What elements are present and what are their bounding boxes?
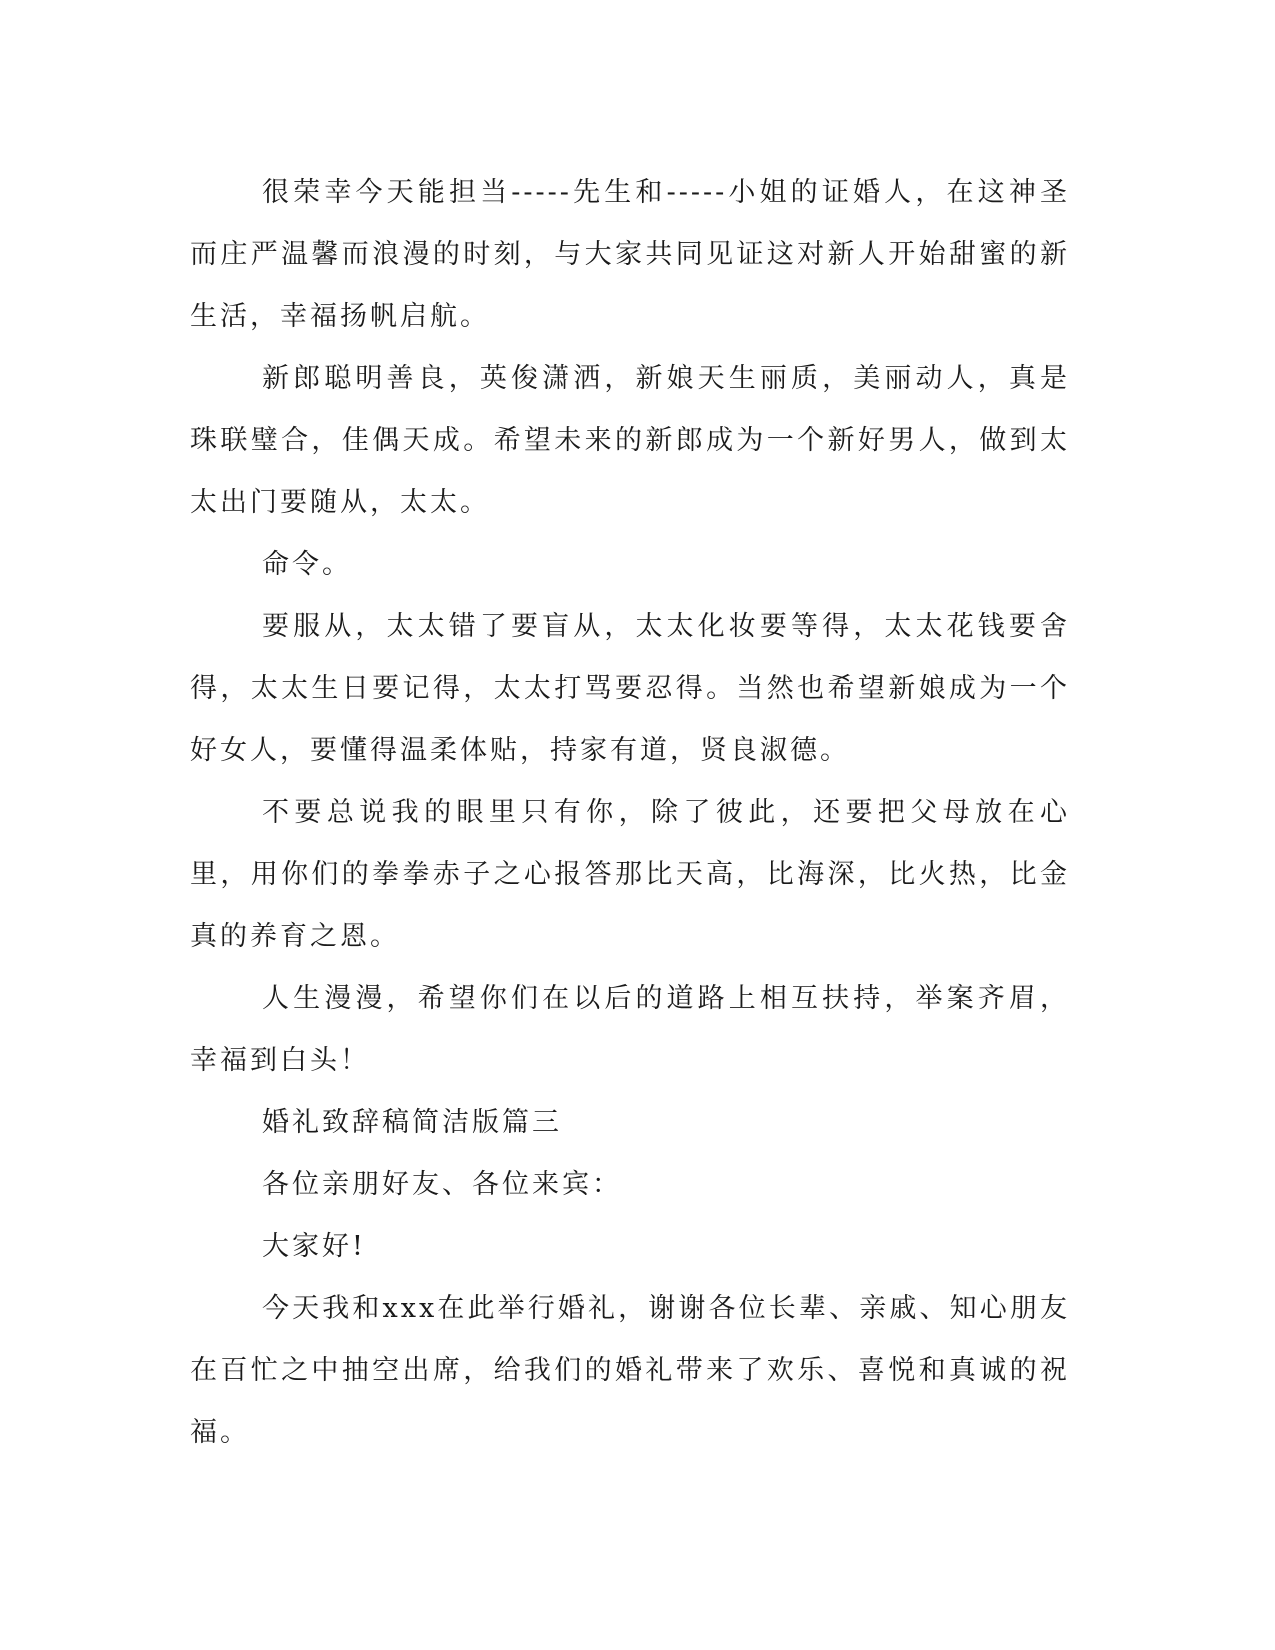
section-heading: 婚礼致辞稿简洁版篇三 — [262, 1107, 562, 1138]
document-body — [190, 162, 1070, 1464]
paragraph-groom-bride: 新郎聪明善良，英俊潇洒，新娘天生丽质，美丽动人，真是珠联璧合，佳偶天成。希望未来的新郎成为一个新好男人，做到太太出门要随从，太太。 — [190, 363, 1070, 518]
paragraph-wishes: 人生漫漫，希望你们在以后的道路上相互扶持，举案齐眉，幸福到白头！ — [190, 983, 1070, 1076]
salutation: 各位亲朋好友、各位来宾： — [262, 1169, 622, 1200]
paragraph-thanks: 今天我和xxx在此举行婚礼，谢谢各位长辈、亲戚、知心朋友在百忙之中抽空出席，给我们的婚礼带来了欢乐、喜悦和真诚的祝福。 — [190, 1293, 1070, 1448]
paragraph-witness-intro: 很荣幸今天能担当-----先生和-----小姐的证婚人，在这神圣而庄严温馨而浪漫的时刻，与大家共同见证这对新人开始甜蜜的新生活，幸福扬帆启航。 — [190, 177, 1070, 332]
paragraph-obey: 要服从，太太错了要盲从，太太化妆要等得，太太花钱要舍得，太太生日要记得，太太打骂要忍得。当然也希望新娘成为一个好女人，要懂得温柔体贴，持家有道，贤良淑德。 — [190, 611, 1070, 766]
greeting: 大家好! — [262, 1231, 366, 1262]
paragraph-command: 命令。 — [262, 549, 352, 580]
paragraph-parents: 不要总说我的眼里只有你，除了彼此，还要把父母放在心里，用你们的拳拳赤子之心报答那比天高，比海深，比火热，比金真的养育之恩。 — [190, 797, 1070, 952]
